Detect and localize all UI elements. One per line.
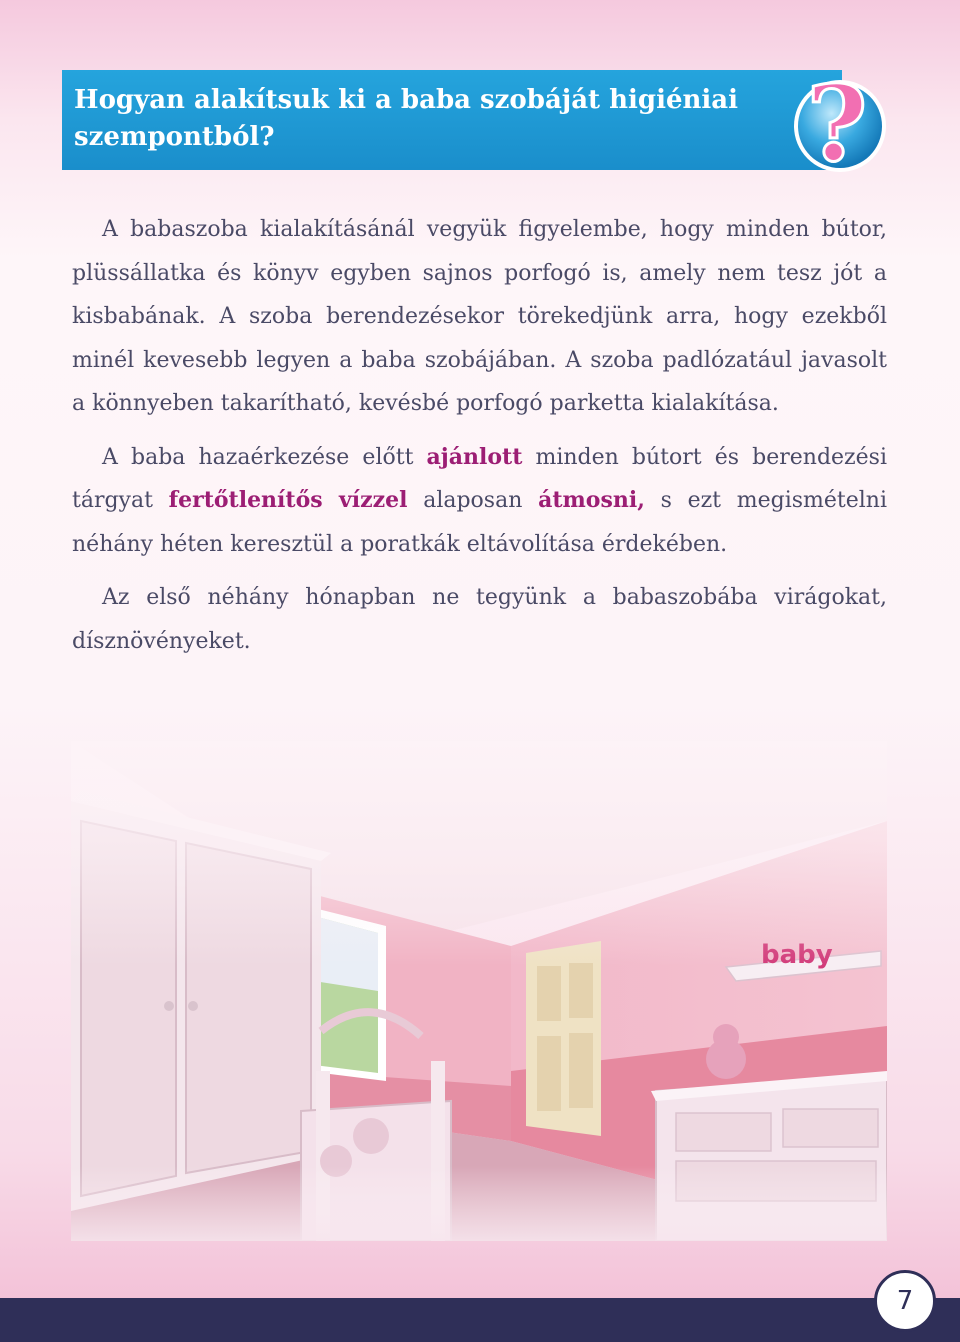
highlight-disinfectant-water: fertőtlenítős vízzel <box>168 487 408 513</box>
svg-text:?: ? <box>806 62 868 185</box>
paragraph-2 <box>72 436 887 567</box>
paragraph-3: Az első néhány hónapban ne tegyünk a babaszobába virágokat, dísznövényeket. <box>72 585 887 654</box>
page-number: 7 <box>874 1270 936 1332</box>
highlight-recommended: ajánlott <box>426 443 523 470</box>
footer-band <box>0 1298 960 1342</box>
paragraph-2-text-2: minden bútort és berendezési tárgyat <box>72 444 887 513</box>
highlight-wash: átmosni, <box>538 487 645 513</box>
paragraph-2-text-3: alaposan <box>407 488 539 513</box>
page-title: Hogyan alakítsuk ki a baba szobáját higiéniai szempontból? <box>74 85 738 152</box>
paragraph-2-text-1: A baba hazaérkezése előtt <box>102 444 427 470</box>
question-mark-icon <box>782 56 892 186</box>
paragraph-2-text-4: s ezt megismételni néhány héten keresztül a poratkák eltávolítása érdekében. <box>72 488 888 557</box>
nursery-photo <box>71 741 887 1241</box>
header-banner <box>62 70 842 170</box>
paragraph-1: A babaszoba kialakításánál vegyük figyelembe, hogy minden bútor, plüssállatka és könyv egyben sajnos porfogó is, amely nem tesz jót a kisbabának. A szoba berendezésekor törekedjünk arra, hogy ezekből minél kevesebb legyen a baba szobájában. A szoba padlózatául javasolt a könnyeben takarítható, kevésbé porfogó parketta kialakítása. <box>72 217 887 416</box>
article-body <box>72 208 887 673</box>
